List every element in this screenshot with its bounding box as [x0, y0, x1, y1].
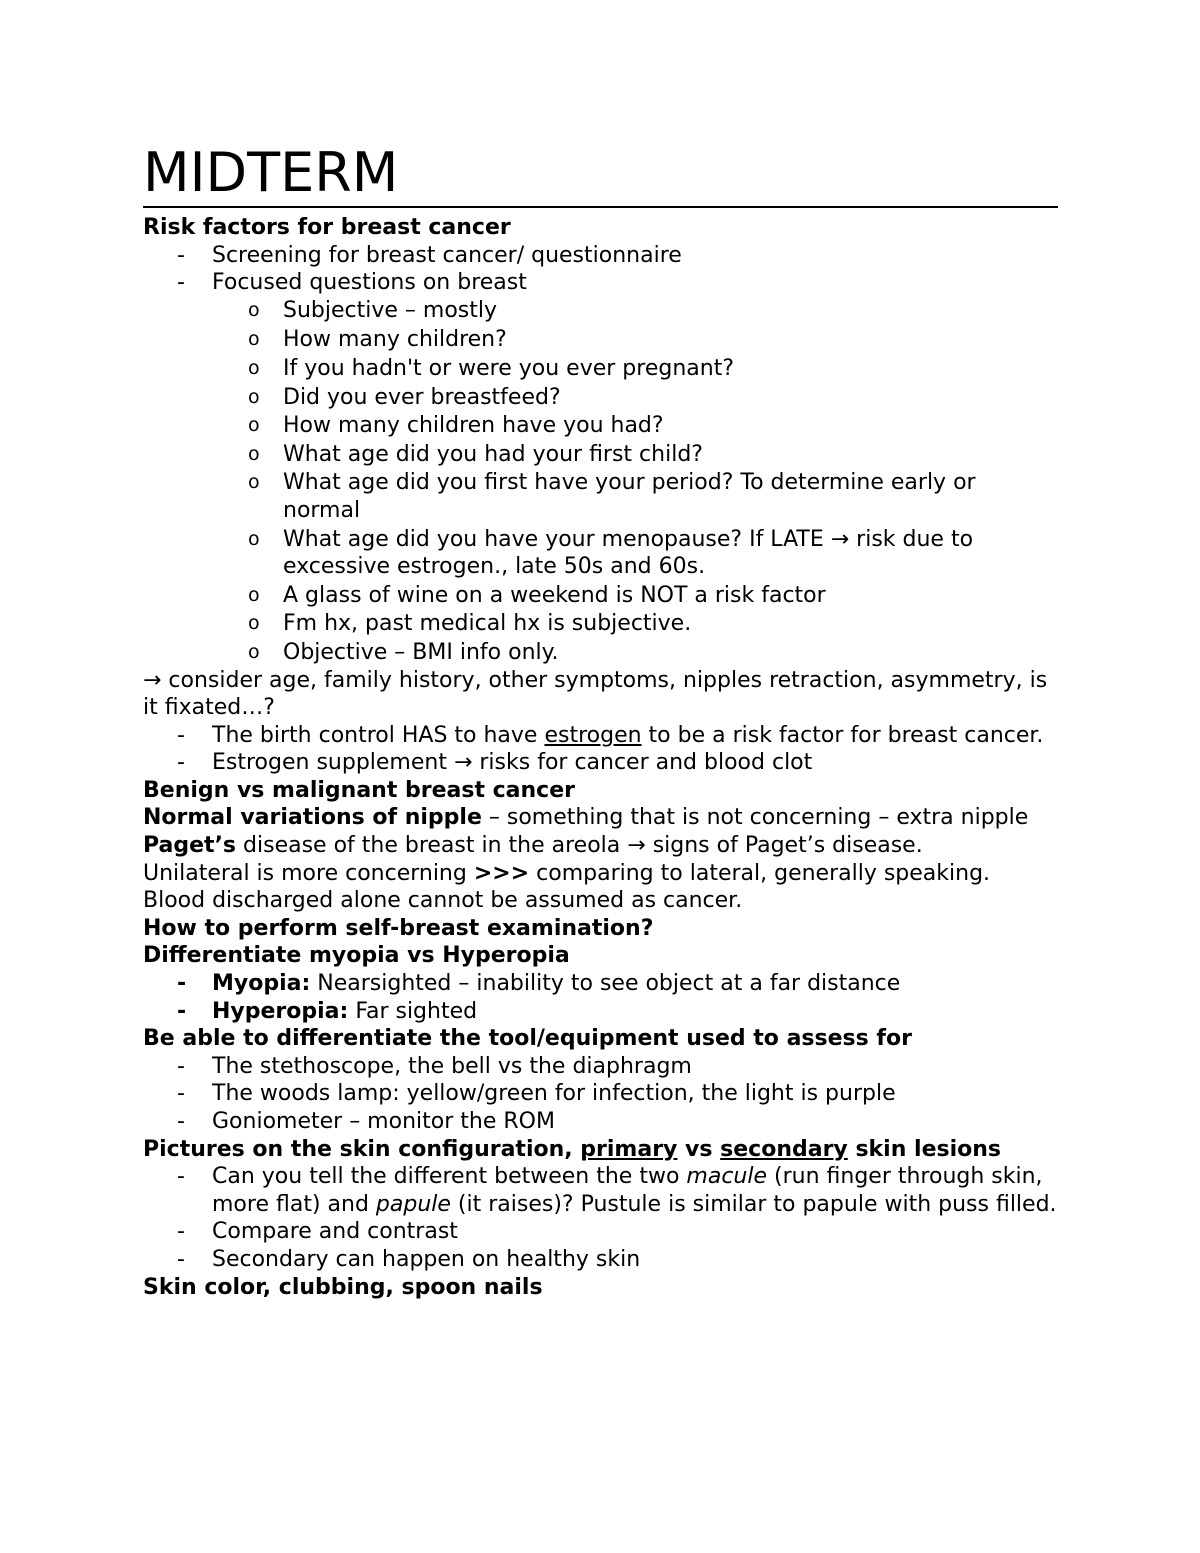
- circle-marker: o: [248, 640, 260, 663]
- circle-marker: o: [248, 356, 260, 379]
- bullet-item: - Estrogen supplement → risks for cancer and blood clot: [177, 750, 813, 776]
- bullet-item: - The stethoscope, the bell vs the diaphragm: [177, 1053, 692, 1079]
- bullet-item: - Can you tell the different between the two macule (run finger through skin, more flat) and papule (it raises)? Pustule is similar to papule with puss filled.: [177, 1164, 1057, 1217]
- bullet-item: - Focused questions on breast: [177, 270, 527, 296]
- document-title: MIDTERM: [143, 141, 399, 204]
- dash-marker: -: [177, 270, 185, 296]
- dash-marker: -: [177, 1109, 185, 1134]
- circle-marker: o: [248, 298, 260, 321]
- dash-marker: -: [177, 1081, 185, 1107]
- dash-marker: -: [177, 722, 185, 748]
- circle-marker: o: [248, 612, 260, 635]
- sub-bullet-item: o A glass of wine on a weekend is NOT a risk factor: [248, 582, 826, 608]
- bullet-item: - Goniometer – monitor the ROM: [177, 1109, 555, 1134]
- circle-marker: o: [248, 442, 260, 465]
- bullet-item: - Hyperopia: Far sighted: [177, 998, 478, 1024]
- bullet-item: - Secondary can happen on healthy skin: [177, 1246, 641, 1272]
- bullet-item: - The woods lamp: yellow/green for infection, the light is purple: [177, 1081, 896, 1107]
- sub-bullet-item: o What age did you first have your period? To determine early or normal: [248, 470, 976, 523]
- bullet-item: - Compare and contrast: [177, 1219, 458, 1245]
- sub-bullet-item: o Objective – BMI info only.: [248, 639, 559, 665]
- circle-marker: o: [248, 385, 260, 408]
- blood-discharge-line: Blood discharged alone cannot be assumed as cancer.: [143, 888, 743, 914]
- sub-bullet-item: o What age did you had your first child?: [248, 441, 703, 467]
- section-heading-myopia-hyperopia: Differentiate myopia vs Hyperopia: [143, 943, 570, 969]
- sub-bullet-item: o How many children have you had?: [248, 413, 664, 439]
- sub-bullet-item: o If you hadn't or were you ever pregnant?: [248, 355, 734, 381]
- section-heading-risk-factors: Risk factors for breast cancer: [143, 215, 511, 240]
- circle-marker: o: [248, 414, 260, 437]
- nipple-variations-paragraph: Normal variations of nipple – something that is not concerning – extra nipple: [143, 805, 1029, 831]
- unilateral-line: Unilateral is more concerning >>> comparing to lateral, generally speaking.: [143, 860, 991, 886]
- section-heading-benign-malignant: Benign vs malignant breast cancer: [143, 777, 575, 803]
- sub-bullet-item: o Did you ever breastfeed?: [248, 384, 561, 410]
- sub-bullet-item: o What age did you have your menopause? If LATE → risk due to excessive estrogen., late 50s and 60s.: [248, 526, 974, 580]
- consider-note: → consider age, family history, other symptoms, nipples retraction, asymmetry, is it fixated…?: [143, 667, 1048, 721]
- dash-marker: -: [177, 998, 187, 1024]
- bullet-item: - Screening for breast cancer/ questionnaire: [177, 242, 682, 268]
- dash-marker: -: [177, 1219, 185, 1245]
- section-heading-skin-color: Skin color, clubbing, spoon nails: [143, 1274, 543, 1300]
- pagets-paragraph: Paget’s disease of the breast in the areola → signs of Paget’s disease.: [143, 833, 923, 859]
- dash-marker: -: [177, 1246, 185, 1272]
- sub-bullet-item: o Fm hx, past medical hx is subjective.: [248, 611, 692, 637]
- circle-marker: o: [248, 471, 260, 494]
- document-body: [143, 140, 1058, 1301]
- bullet-item: - Myopia: Nearsighted – inability to see object at a far distance: [177, 971, 901, 997]
- circle-marker: o: [248, 328, 260, 351]
- sub-bullet-item: o How many children?: [248, 327, 507, 353]
- bullet-item: - The birth control HAS to have estrogen to be a risk factor for breast cancer.: [177, 722, 1044, 748]
- underlined-term: estrogen: [544, 722, 642, 748]
- dash-marker: -: [177, 750, 185, 776]
- sub-bullet-item: o Subjective – mostly: [248, 297, 498, 323]
- circle-marker: o: [248, 527, 260, 550]
- section-heading-skin-lesions: Pictures on the skin configuration, primary vs secondary skin lesions: [143, 1136, 1001, 1162]
- dash-marker: -: [177, 1053, 185, 1079]
- dash-marker: -: [177, 242, 185, 268]
- dash-marker: -: [177, 1164, 185, 1190]
- section-heading-tools: Be able to differentiate the tool/equipment used to assess for: [143, 1026, 912, 1052]
- inline-heading: Paget’s: [143, 833, 237, 859]
- dash-marker: -: [177, 971, 187, 997]
- inline-heading: Normal variations of nipple: [143, 805, 482, 831]
- title-underline: [143, 206, 1058, 208]
- circle-marker: o: [248, 583, 260, 606]
- section-heading-self-exam: How to perform self-breast examination?: [143, 915, 654, 941]
